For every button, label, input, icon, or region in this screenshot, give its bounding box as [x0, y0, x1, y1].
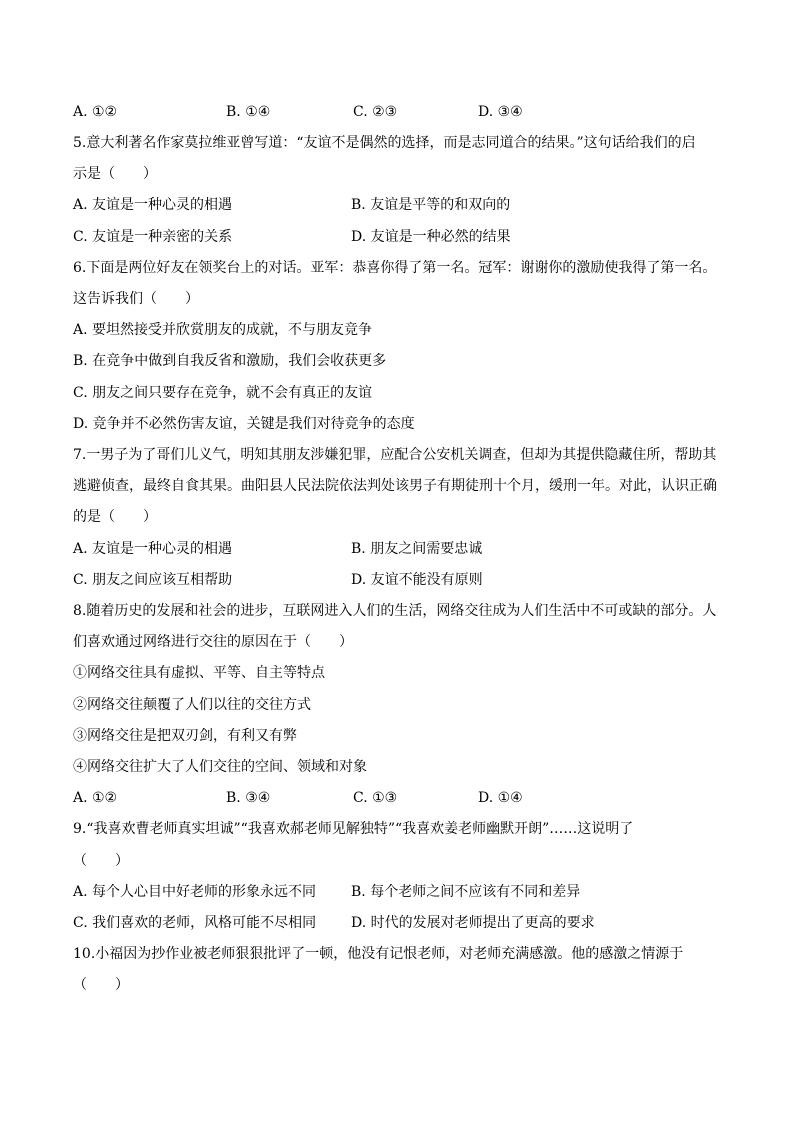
- q6-stem-line2: 这告诉我们（ ）: [73, 291, 199, 307]
- q8-item-4: ④网络交往扩大了人们交往的空间、领域和对象: [73, 759, 367, 775]
- q7-option-c: C. 朋友之间应该互相帮助: [73, 572, 233, 588]
- q6-option-b: B. 在竞争中做到自我反省和激励，我们会收获更多: [73, 353, 387, 369]
- q9-option-c: C. 我们喜欢的老师，风格可能不尽相同: [73, 915, 317, 931]
- q5-option-a: A. 友谊是一种心灵的相遇: [73, 197, 233, 213]
- q10-stem-line1: 10.小福因为抄作业被老师狠狠批评了一顿，他没有记恨老师，对老师充满感激。他的感激之情源于: [73, 946, 684, 962]
- q8-item-2: ②网络交往颠覆了人们以往的交往方式: [73, 697, 311, 713]
- q6-stem-line1: 6.下面是两位好友在领奖台上的对话。亚军：恭喜你得了第一名。冠军：谢谢你的激励使我得了第一名。: [73, 260, 717, 276]
- q9-stem-line1: 9.“我喜欢曹老师真实坦诚”“我喜欢郝老师见解独特”“我喜欢姜老师幽默开朗”……这说明了: [73, 821, 634, 837]
- q8-option-c: C. ①③: [353, 790, 398, 806]
- q7-stem-line3: 的是（ ）: [73, 509, 157, 525]
- q6-option-a: A. 要坦然接受并欣赏朋友的成就，不与朋友竞争: [73, 322, 373, 338]
- q10-stem-line2: （ ）: [73, 977, 129, 993]
- q5-stem-line1: 5.意大利著名作家莫拉维亚曾写道：“友谊不是偶然的选择，而是志同道合的结果。”这句话给我们的启: [73, 135, 696, 151]
- q7-stem-line1: 7.一男子为了哥们儿义气，明知其朋友涉嫌犯罪，应配合公安机关调查，但却为其提供隐藏住所，帮助其: [73, 447, 717, 463]
- q7-option-b: B. 朋友之间需要忠诚: [351, 541, 483, 557]
- q9-option-d: D. 时代的发展对老师提出了更高的要求: [351, 915, 595, 931]
- q8-stem-line1: 8.随着历史的发展和社会的进步，互联网进入人们的生活，网络交往成为人们生活中不可或缺的部分。人: [73, 603, 717, 619]
- q4-option-b: B. ①④: [226, 104, 271, 120]
- q5-option-b: B. 友谊是平等的和双向的: [351, 197, 511, 213]
- q8-item-3: ③网络交往是把双刃剑，有利又有弊: [73, 728, 297, 744]
- q9-option-a: A. 每个人心目中好老师的形象永远不同: [73, 884, 317, 900]
- q9-option-b: B. 每个老师之间不应该有不同和差异: [351, 884, 581, 900]
- q5-stem-line2: 示是（ ）: [73, 166, 157, 182]
- q4-option-a: A. ①②: [73, 104, 118, 120]
- q4-option-c: C. ②③: [353, 104, 398, 120]
- q6-option-d: D. 竞争并不必然伤害友谊，关键是我们对待竞争的态度: [73, 416, 415, 432]
- q8-option-b: B. ③④: [226, 790, 271, 806]
- q6-option-c: C. 朋友之间只要存在竞争，就不会有真正的友谊: [73, 385, 373, 401]
- q9-stem-line2: （ ）: [73, 853, 129, 869]
- q7-option-d: D. 友谊不能没有原则: [351, 572, 483, 588]
- q5-option-c: C. 友谊是一种亲密的关系: [73, 229, 233, 245]
- q8-option-a: A. ①②: [73, 790, 118, 806]
- q8-option-d: D. ①④: [478, 790, 523, 806]
- q8-stem-line2: 们喜欢通过网络进行交往的原因在于（ ）: [73, 634, 353, 650]
- q7-option-a: A. 友谊是一种心灵的相遇: [73, 541, 233, 557]
- q4-option-d: D. ③④: [478, 104, 523, 120]
- q8-item-1: ①网络交往具有虚拟、平等、自主等特点: [73, 665, 325, 681]
- q7-stem-line2: 逃避侦查，最终自食其果。曲阳县人民法院依法判处该男子有期徒刑十个月，缓刑一年。对此，认识正确: [73, 478, 717, 494]
- q5-option-d: D. 友谊是一种必然的结果: [351, 229, 511, 245]
